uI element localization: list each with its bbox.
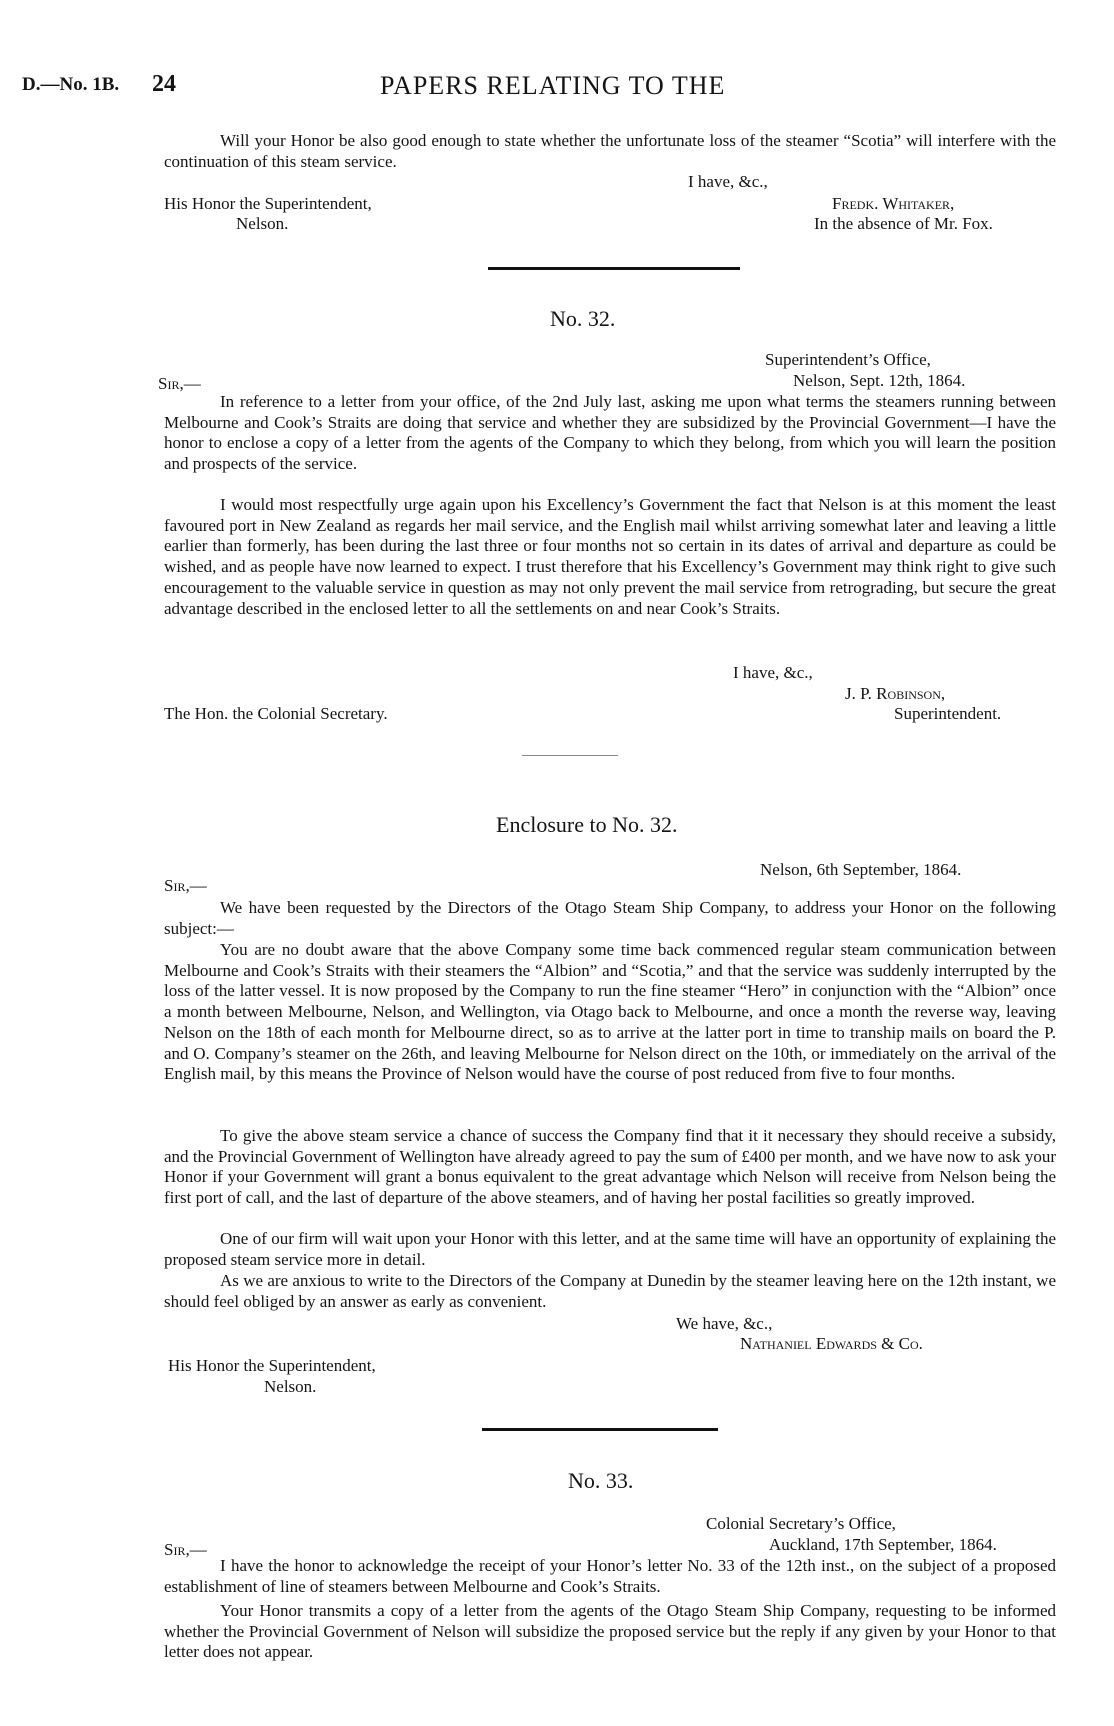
enclosure-paragraph-4: One of our firm will wait upon your Honor with this letter, and at the same time will have an opportunity of explaining the proposed steam service more in detail. (164, 1229, 1056, 1269)
enclosure-addressee-line1: His Honor the Superintendent, (168, 1356, 376, 1375)
letter-heading-no32: No. 32. (550, 306, 616, 331)
no32-closing: I have, &c., (733, 663, 813, 682)
no32-paragraph-1: In reference to a letter from your office, of the 2nd July last, asking me upon what terms the steamers running between Melbourne and Cook’s Straits are doing that service and whether they are subsidized by the Provincial Government—I have the honor to enclose a copy of a letter from the agents of the Company to which they belong, from which you will learn the position and prospects of the service. (164, 392, 1056, 474)
enclosure-heading: Enclosure to No. 32. (496, 812, 678, 837)
no32-addressee: The Hon. the Colonial Secretary. (164, 704, 388, 723)
no32-office: Superintendent’s Office, (765, 350, 931, 369)
enclosure-signature: Nathaniel Edwards & Co. (740, 1334, 923, 1353)
page-number: 24 (152, 71, 176, 97)
no33-paragraph-1: I have the honor to acknowledge the receipt of your Honor’s letter No. 33 of the 12th inst., on the subject of a proposed establishment of line of steamers between Melbourne and Cook’s Straits. (164, 1556, 1056, 1596)
no33-salutation: Sir,— (164, 1540, 207, 1559)
enclosure-place-date: Nelson, 6th September, 1864. (760, 860, 962, 879)
small-divider (522, 755, 618, 756)
no32-place-date: Nelson, Sept. 12th, 1864. (793, 371, 966, 390)
no33-place-date: Auckland, 17th September, 1864. (769, 1535, 997, 1554)
enclosure-paragraph-5: As we are anxious to write to the Directors of the Company at Dunedin by the steamer leaving here on the 12th instant, we should feel obliged by an answer as early as convenient. (164, 1271, 1056, 1311)
opening-letter-addressee-line2: Nelson. (236, 214, 289, 233)
letter-heading-no33: No. 33. (568, 1468, 634, 1493)
no33-office: Colonial Secretary’s Office, (706, 1514, 896, 1533)
no32-signature-title: Superintendent. (894, 704, 1002, 723)
opening-letter-signature-note: In the absence of Mr. Fox. (814, 214, 993, 233)
opening-letter-body: Will your Honor be also good enough to state whether the unfortunate loss of the steamer “Scotia” will interfere with the continuation of this steam service. (164, 131, 1056, 171)
enclosure-paragraph-2: You are no doubt aware that the above Company some time back commenced regular steam communication between Melbourne and Cook’s Straits with their steamers the “Albion” and “Scotia,” and that the service was suddenly interrupted by the loss of the latter vessel. It is now proposed by the Company to run the fine steamer “Hero” in conjunction with the “Albion” once a month between Melbourne, Nelson, and Wellington, via Otago back to Melbourne, and once a month the reverse way, leaving Nelson on the 18th of each month for Melbourne direct, so as to arrive at the latter port in time to tranship mails on board the P. and O. Company’s steamer on the 26th, and leaving Melbourne for Nelson direct on the 10th, or immediately on the arrival of the English mail, by this means the Province of Nelson would have the course of post reduced from five to four months. (164, 940, 1056, 1084)
document-reference: D.—No. 1B. (22, 74, 120, 95)
running-header (0, 71, 1114, 104)
no33-paragraph-2: Your Honor transmits a copy of a letter from the agents of the Otago Steam Ship Company, requesting to be informed whether the Provincial Government of Nelson will subsidize the proposed service but the reply if any given by your Honor to that letter does not appear. (164, 1601, 1056, 1662)
opening-letter-signature: Fredk. Whitaker, (832, 194, 955, 213)
enclosure-salutation: Sir,— (164, 876, 207, 895)
no32-salutation: Sir,— (158, 374, 201, 393)
no32-signature: J. P. Robinson, (845, 684, 946, 703)
enclosure-paragraph-3: To give the above steam service a chance of success the Company find that it it necessary they should receive a subsidy, and the Provincial Government of Wellington have already agreed to pay the sum of £400 per month, and we have now to ask your Honor if your Government will grant a bonus equivalent to the great advantage which Nelson will receive from Nelson being the first port of call, and the last of departure of the above steamers, and of having her postal facilities so greatly improved. (164, 1126, 1056, 1208)
enclosure-closing: We have, &c., (676, 1314, 773, 1333)
enclosure-addressee-line2: Nelson. (264, 1377, 317, 1396)
no32-paragraph-2: I would most respectfully urge again upon his Excellency’s Government the fact that Nelson is at this moment the least favoured port in New Zealand as regards her mail service, and the English mail whilst arriving somewhat later and leaving a little earlier than formerly, has been during the last three or four months not so certain in its dates of arrival and departure as could be wished, and as people have now learned to expect. I trust therefore that his Excellency’s Government may think right to give such encouragement to the valuable service in question as may not only prevent the mail service from retrograding, but secure the great advantage described in the enclosed letter to all the settlements on and near Cook’s Straits. (164, 495, 1056, 618)
section-divider-2 (482, 1428, 718, 1431)
enclosure-paragraph-1: We have been requested by the Directors of the Otago Steam Ship Company, to address your Honor on the following subject:— (164, 898, 1056, 938)
opening-letter-closing: I have, &c., (688, 172, 768, 191)
section-divider (488, 267, 740, 270)
running-title: PAPERS RELATING TO THE (380, 71, 726, 100)
opening-letter-addressee-line1: His Honor the Superintendent, (164, 194, 372, 213)
